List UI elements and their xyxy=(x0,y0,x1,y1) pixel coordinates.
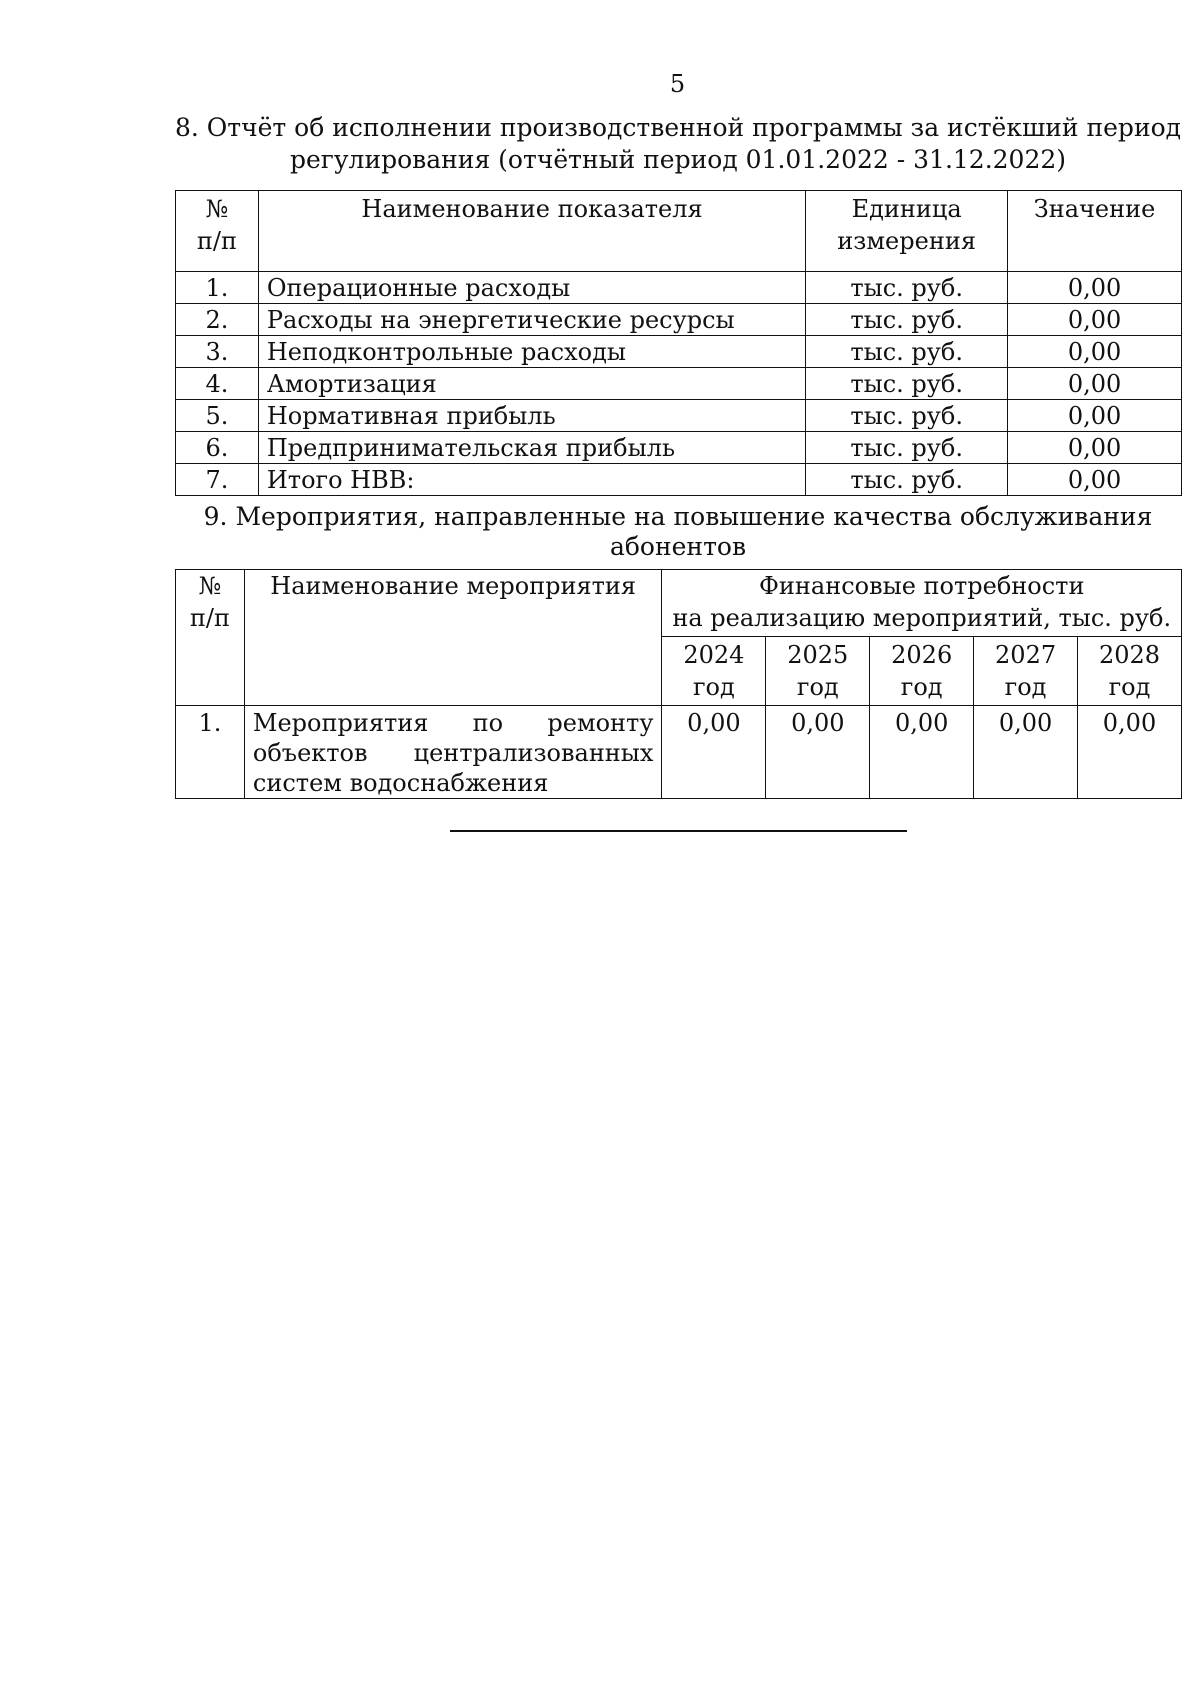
row-name: Предпринимательская прибыль xyxy=(258,432,805,464)
section-9-title xyxy=(174,502,1182,562)
header-financial-line2: на реализацию мероприятий, тыс. руб. xyxy=(672,604,1172,632)
end-of-document-rule xyxy=(450,830,907,832)
header-num-symbol: № xyxy=(205,195,229,223)
header-indicator-name: Наименование показателя xyxy=(258,191,805,272)
service-quality-measures-table xyxy=(175,569,1182,799)
table-row xyxy=(176,706,1182,799)
year-suffix: год xyxy=(1108,673,1151,701)
table-header-row xyxy=(176,191,1182,272)
row-unit: тыс. руб. xyxy=(806,400,1008,432)
year-label: 2028 xyxy=(1098,641,1161,669)
row-value: 0,00 xyxy=(1008,336,1182,368)
header-unit xyxy=(806,191,1008,272)
header-year-2024 xyxy=(662,637,766,706)
row-value-2025: 0,00 xyxy=(766,706,870,799)
row-unit: тыс. руб. xyxy=(806,304,1008,336)
year-label: 2025 xyxy=(787,641,849,669)
row-value: 0,00 xyxy=(1008,368,1182,400)
header-year-2025 xyxy=(766,637,870,706)
row-num: 4. xyxy=(176,368,259,400)
row-value-2027: 0,00 xyxy=(974,706,1078,799)
header-num-pp: п/п xyxy=(189,604,230,632)
production-program-report-table xyxy=(175,190,1182,496)
row-value: 0,00 xyxy=(1008,272,1182,304)
table-row xyxy=(176,304,1182,336)
section-9-title-line2: абонентов xyxy=(609,532,747,561)
header-unit-line2: измерения xyxy=(837,227,976,255)
header-financial-line1: Финансовые потребности xyxy=(759,572,1085,600)
header-year-2028 xyxy=(1078,637,1182,706)
header-financial-needs xyxy=(662,570,1182,637)
year-suffix: год xyxy=(692,673,735,701)
header-num xyxy=(176,570,245,706)
row-value: 0,00 xyxy=(1008,432,1182,464)
row-name: Операционные расходы xyxy=(258,272,805,304)
row-value: 0,00 xyxy=(1008,464,1182,496)
page-number: 5 xyxy=(669,70,686,98)
header-unit-line1: Единица xyxy=(851,195,962,223)
section-9-title-line1: 9. Мероприятия, направленные на повышение качества обслуживания xyxy=(203,502,1153,531)
header-measure-name: Наименование мероприятия xyxy=(244,570,662,706)
row-value: 0,00 xyxy=(1008,400,1182,432)
header-num-pp: п/п xyxy=(196,227,237,255)
row-value-2026: 0,00 xyxy=(870,706,974,799)
row-unit: тыс. руб. xyxy=(806,272,1008,304)
row-name: Нормативная прибыль xyxy=(258,400,805,432)
row-unit: тыс. руб. xyxy=(806,336,1008,368)
row-num: 1. xyxy=(176,272,259,304)
header-year-2026 xyxy=(870,637,974,706)
row-value-2028: 0,00 xyxy=(1078,706,1182,799)
header-num-symbol: № xyxy=(198,572,222,600)
header-year-2027 xyxy=(974,637,1078,706)
row-num: 7. xyxy=(176,464,259,496)
row-unit: тыс. руб. xyxy=(806,464,1008,496)
table-header-row xyxy=(176,570,1182,637)
row-name: Расходы на энергетические ресурсы xyxy=(258,304,805,336)
section-8-title-line2: регулирования (отчётный период 01.01.2022 - 31.12.2022) xyxy=(289,145,1067,174)
row-name: Неподконтрольные расходы xyxy=(258,336,805,368)
row-name: Амортизация xyxy=(258,368,805,400)
year-suffix: год xyxy=(1004,673,1047,701)
row-unit: тыс. руб. xyxy=(806,432,1008,464)
year-label: 2027 xyxy=(995,641,1057,669)
row-num: 2. xyxy=(176,304,259,336)
table-row xyxy=(176,272,1182,304)
row-name: Итого НВВ: xyxy=(258,464,805,496)
row-num: 6. xyxy=(176,432,259,464)
row-unit: тыс. руб. xyxy=(806,368,1008,400)
year-suffix: год xyxy=(796,673,839,701)
year-label: 2024 xyxy=(683,641,745,669)
header-num xyxy=(176,191,259,272)
year-label: 2026 xyxy=(891,641,953,669)
row-value-2024: 0,00 xyxy=(662,706,766,799)
table-row xyxy=(176,432,1182,464)
row-measure-name: Мероприятия по ремонту объектов централизованных систем водоснабжения xyxy=(244,706,662,799)
header-value: Значение xyxy=(1008,191,1182,272)
table-row xyxy=(176,336,1182,368)
section-8-title xyxy=(174,112,1182,176)
table-row xyxy=(176,368,1182,400)
row-num: 3. xyxy=(176,336,259,368)
year-suffix: год xyxy=(900,673,943,701)
row-num: 1. xyxy=(176,706,245,799)
table-row xyxy=(176,464,1182,496)
table-row xyxy=(176,400,1182,432)
row-num: 5. xyxy=(176,400,259,432)
section-8-title-line1: 8. Отчёт об исполнении производственной программы за истёкший период xyxy=(174,113,1182,142)
row-value: 0,00 xyxy=(1008,304,1182,336)
